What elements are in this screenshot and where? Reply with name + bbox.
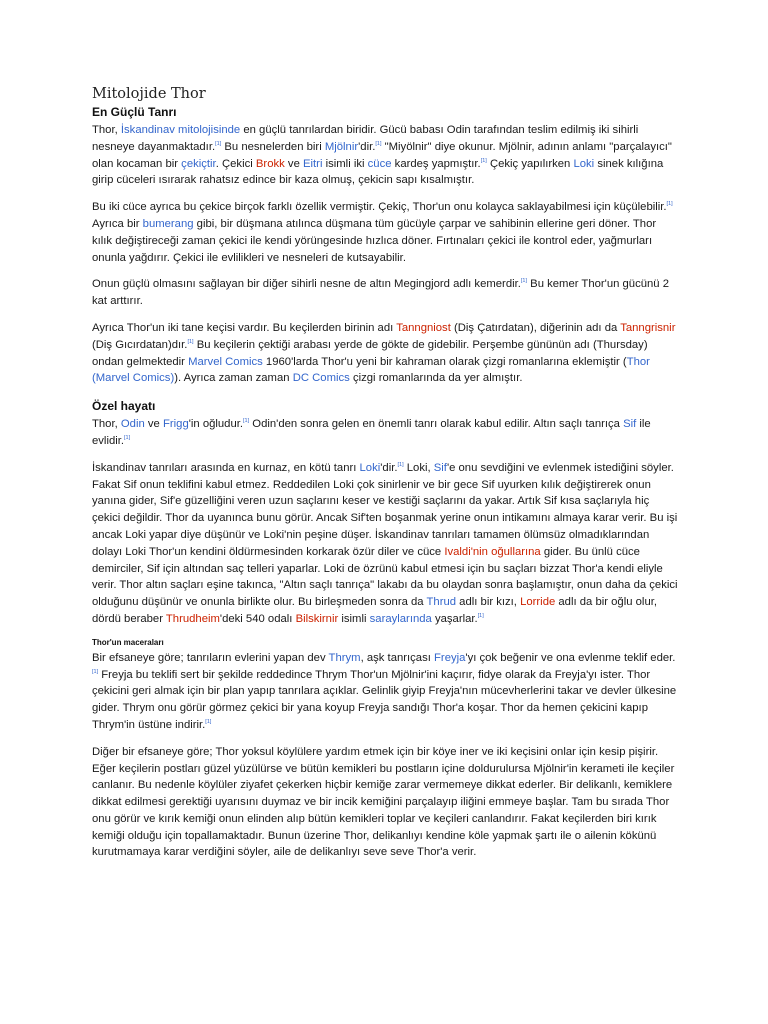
text-run: ve xyxy=(284,157,303,170)
text-run: İskandinav tanrıları arasında en kurnaz, en kötü tanrı xyxy=(92,461,360,474)
text-run: (Diş Gıcırdatan)dır. xyxy=(92,338,188,351)
text-run: "Miyölnir" diye okunur. Mjölnir, adının anlamı "parçalayıcı" olan kocaman bir xyxy=(92,140,672,170)
missing-page-link[interactable]: Ivaldi'nin oğullarına xyxy=(444,545,541,558)
missing-page-link[interactable]: Tanngrisnir xyxy=(620,321,676,334)
wiki-link[interactable]: saraylarında xyxy=(369,612,432,625)
wiki-link[interactable]: Thrud xyxy=(426,596,457,609)
text-run: sinek kılığına girip cüceleri ısırarak rahatsız edince bir kaza olmuş, çekicin sapı kısalmıştır. xyxy=(92,157,664,187)
text-run: Ayrıca bir xyxy=(92,217,143,230)
text-run: 'in oğludur. xyxy=(188,418,244,431)
wiki-link[interactable]: Frigg xyxy=(162,418,189,431)
paragraph xyxy=(92,416,678,450)
section-heading: Özel hayatı xyxy=(92,399,156,414)
text-run: ve xyxy=(144,418,163,431)
text-run: 'dir. xyxy=(358,140,376,153)
text-run: Onun güçlü olmasını sağlayan bir diğer sihirli nesne de altın Megingjord adlı kemerdir. xyxy=(92,278,521,291)
article-content xyxy=(92,86,678,871)
paragraph xyxy=(92,276,678,310)
text-run: ). Ayrıca zaman zaman xyxy=(174,372,293,385)
text-run: gibi, bir düşmana atılınca düşmana tüm gücüyle çarpar ve sahibinin ellerine geri döner. Thor kılık değiştireceği zaman çekici ile kendi yörüngesinde hızlıca döner. Fırtınaları çekici ile kontrol eder, yağmurları onunla yağdırır. Çekici ile evlilikleri ve nesneleri de kutsayabilir. xyxy=(92,217,657,264)
text-run: Bu iki cüce ayrıca bu çekice birçok farklı özellik vermiştir. Çekiç, Thor'un onu kolayca saklayabilmesi için küçülebilir. xyxy=(92,201,667,214)
document-title: Mitolojide Thor xyxy=(92,86,206,102)
wiki-link[interactable]: Sif xyxy=(433,461,447,474)
text-run: 'yı çok beğenir ve ona evlenme teklif eder. xyxy=(465,651,676,664)
wiki-link[interactable]: Mjölnir xyxy=(324,140,359,153)
text-run: gider. Bu ünlü cüce demirciler, Sif için altından saç telleri yaparlar. Loki de özrünü kabul etmesi için bu saçları bizzat Thor'a kendi eliyle verir. Thor altın saçları eşine takınca, "Altın saçlı tanrıça" lakabı da bu olaydan sonra başlamıştır, onun daha da çekici olduğunu düşünür ve onunla birlikte olur. Bu birleşmeden sonra da xyxy=(92,545,678,609)
text-run: yaşarlar. xyxy=(431,612,478,625)
citation-marker[interactable]: [1] xyxy=(375,141,382,148)
text-run: isimli xyxy=(338,612,370,625)
wiki-link[interactable]: DC Comics xyxy=(292,372,350,385)
paragraph xyxy=(92,122,678,189)
text-run: , aşk tanrıçası xyxy=(360,651,435,664)
citation-marker[interactable]: [1] xyxy=(477,613,484,620)
wiki-link[interactable]: İskandinav mitolojisinde xyxy=(120,124,241,136)
missing-page-link[interactable]: Bilskirnir xyxy=(295,612,339,625)
citation-marker[interactable]: [1] xyxy=(397,461,404,468)
text-run: (Diş Çatırdatan), diğerinin adı da xyxy=(450,321,621,334)
wiki-link[interactable]: Freyja xyxy=(434,651,466,664)
paragraph xyxy=(92,199,678,266)
wiki-link[interactable]: bumerang xyxy=(142,217,194,230)
paragraph xyxy=(92,460,678,628)
citation-marker[interactable]: [1] xyxy=(124,435,131,442)
subsection-heading: Thor'un maceraları xyxy=(92,637,164,647)
citation-marker[interactable]: [1] xyxy=(215,141,222,148)
wiki-link[interactable]: Thor (Marvel Comics) xyxy=(92,355,650,385)
missing-page-link[interactable]: Lorride xyxy=(520,596,556,609)
paragraph xyxy=(92,650,678,734)
citation-marker[interactable]: [1] xyxy=(205,719,212,726)
text-run: en güçlü tanrılardan biridir. Gücü babası Odin tarafından teslim edilmiş iki sihirli nesneye dayanmaktadır. xyxy=(92,124,639,153)
wiki-link[interactable]: Loki xyxy=(573,157,595,170)
article-sections xyxy=(92,105,678,861)
text-run: . Çekici xyxy=(215,157,256,170)
citation-marker[interactable]: [1] xyxy=(187,339,194,345)
text-run: Thor, xyxy=(92,124,121,136)
text-run: Bu keçilerin çektiği arabası yerde de gökte de gidebilir. Perşembe gününün adı (Thursday) ondan gelmektedir xyxy=(92,338,648,368)
text-run: Thor, xyxy=(92,418,121,431)
citation-marker[interactable]: [1] xyxy=(520,278,528,285)
paragraph xyxy=(92,744,678,862)
text-run: adlı da bir oğlu olur, dördü beraber xyxy=(92,596,658,625)
text-run: Bu kemer Thor'un gücünü 2 kat arttırır. xyxy=(92,278,670,308)
wiki-link[interactable]: cüce xyxy=(367,157,392,170)
text-run: 1960'larda Thor'u yeni bir kahraman olarak çizgi romanlarına eklemiştir ( xyxy=(262,355,627,368)
text-run: Bu nesnelerden biri xyxy=(221,140,325,153)
text-run: Çekiç yapılırken xyxy=(486,157,574,170)
text-run: 'dir. xyxy=(380,461,398,474)
missing-page-link[interactable]: Brokk xyxy=(255,157,285,170)
text-run: Bir efsaneye göre; tanrıların evlerini yapan dev xyxy=(92,651,329,664)
wiki-link[interactable]: Sif xyxy=(623,418,637,431)
missing-page-link[interactable]: Tanngniost xyxy=(396,321,451,334)
citation-marker[interactable]: [1] xyxy=(666,201,673,208)
text-run: çizgi romanlarında da yer almıştır. xyxy=(349,372,523,385)
text-run: isimli iki xyxy=(322,157,368,170)
text-run: 'e onu sevdiğini ve evlenmek istediğini söyler. Fakat Sif onun teklifini kabul etmez. Reddedilen Loki çok sinirlenir ve bir gece Sif uyurken kılık değiştirerek onun yanına gider, Sif'e güzelliğini veren uzun saçlarını keser ve kestiği saçlarını da yakar. Artık Sif kısa saçlarıyla hiç çekici değildir. Thor da uyanınca bunu görür. Ancak Sif'ten boşanmak yerine onun intikamını almaya karar verir. Bu işi ancak Loki yapar diye düşünür ve Loki'nin peşine düşer. İskandinav tanrıları tamamen ölümsüz olmadıklarından dolayı Loki Thor'un kendini öldürmesinden korkarak özür diler ve cüce xyxy=(92,461,678,558)
paragraph xyxy=(92,320,678,387)
text-run: Freyja bu teklifi sert bir şekilde reddedince Thrym Thor'un Mjölnir'ini kaçırır, fidye olarak da Freyja'yı ister. Thor çekicini geri almak için bir plan yapıp tanrılara açıklar. Gelinlik giyip Freyja'nın mücevherlerini takar ve devler ülkesine gider. Thrym onu görür görmez çekici bir yana koyup Freyja sandığı Thor'a koşar. Thor da hemen çekicini kapıp Thrym'in üstüne indirir. xyxy=(92,668,677,731)
text-run: Loki, xyxy=(403,461,434,474)
wiki-link[interactable]: çekiçtir xyxy=(181,157,216,170)
citation-marker[interactable]: [1] xyxy=(92,668,99,675)
text-run: Diğer bir efsaneye göre; Thor yoksul köylülere yardım etmek için bir köye iner ve iki keçisini onlar için kesip pişirir. Eğer keçilerin postları güzel yüzülürse ve bütün kemikleri bu postların içine doldurulursa Mjölnir'in kerameti ile keçiler canlanır. Bu nedenle köylüler ziyafet çekerken hiçbir kemiğe zarar vermemeye dikkat ederler. Bir delikanlı, kemiklere dikkat edilmesi gerektiği uyarısını duymaz ve bir incik kemiğini parçalayıp iliğini emmeye başlar. Tam bu sırada Thor onu görür ve kırık kemiği onun elinden alıp bütün kemikleri toplar ve keçileri canlandırır. Fakat keçilerden biri kırık kemiği olduğu için topallamaktadır. Bunun üzerine Thor, delikanlıyı kendine köle yapmak şartı ile o ailenin kökünü kurutmamaya karar verdiğini söyler, aile de delikanlıyı seve seve Thor'a verir. xyxy=(92,745,675,859)
citation-marker[interactable]: [1] xyxy=(243,418,250,425)
missing-page-link[interactable]: Thrudheim xyxy=(165,612,220,625)
citation-marker[interactable]: [1] xyxy=(480,157,487,164)
section-heading: En Güçlü Tanrı xyxy=(92,105,177,119)
text-run: adlı bir kızı, xyxy=(456,596,521,609)
text-run: ile evlidir. xyxy=(92,418,651,447)
text-run: 'deki 540 odalı xyxy=(219,612,296,625)
wiki-link[interactable]: Loki xyxy=(359,461,381,474)
text-run: kardeş yapmıştır. xyxy=(391,157,481,170)
text-run: Odin'den sonra gelen en önemli tanrı olarak kabul edilir. Altın saçlı tanrıça xyxy=(249,418,624,431)
wiki-link[interactable]: Eitri xyxy=(303,157,323,170)
wiki-link[interactable]: Thrym xyxy=(328,651,361,664)
wiki-link[interactable]: Odin xyxy=(120,418,145,431)
text-run: Ayrıca Thor'un iki tane keçisi vardır. Bu keçilerden birinin adı xyxy=(92,321,397,334)
wiki-link[interactable]: Marvel Comics xyxy=(188,355,263,368)
